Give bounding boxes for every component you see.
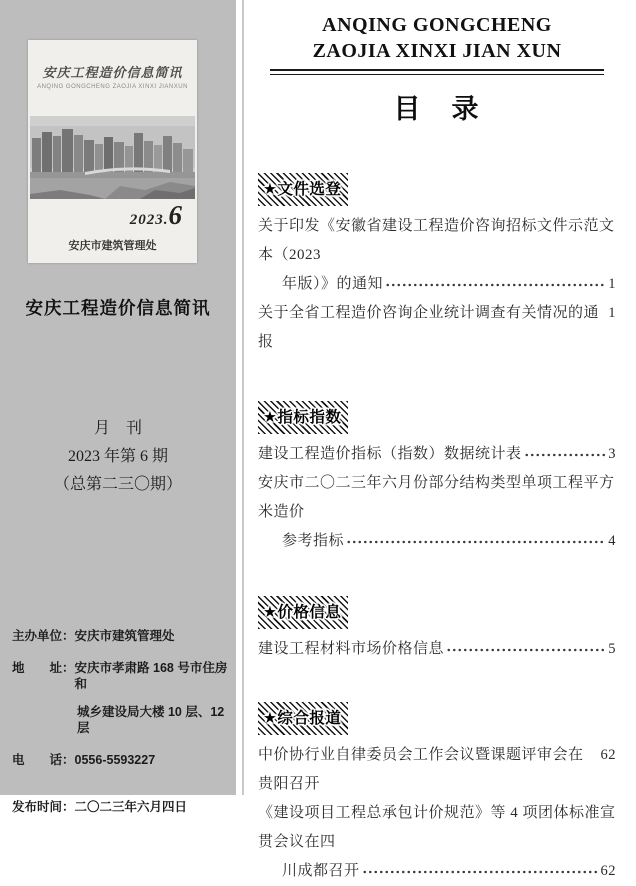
entry-text: 关于全省工程造价咨询企业统计调查有关情况的通报 <box>258 305 600 350</box>
section-header-prices: ★价格信息 <box>258 596 348 629</box>
address-label: 地 址： <box>12 661 75 675</box>
phone-row <box>12 752 230 768</box>
cover-issue-year: 2023. <box>129 212 169 228</box>
publish-date-row <box>12 799 230 815</box>
cover-publisher: 安庆市建筑管理处 <box>68 240 157 252</box>
page-number: 1 <box>608 305 616 321</box>
section-header-indices: ★指标指数 <box>258 401 348 434</box>
entry-text: 关于印发《安徽省建设工程造价咨询招标文件示范文本（2023 <box>258 218 615 263</box>
address-row-2 <box>12 704 230 736</box>
address-value-2: 城乡建设局大楼 10 层、12 层 <box>77 705 225 735</box>
publish-date-label: 发布时间： <box>12 800 75 814</box>
cover-title: 安庆工程造价信息简讯 <box>42 65 183 80</box>
publisher-info <box>12 628 230 831</box>
page-number: 62 <box>600 747 616 763</box>
cover-photo <box>30 116 195 199</box>
page-number: 1 <box>608 276 616 292</box>
toc-entry-line <box>258 212 616 270</box>
toc-entry-line <box>258 270 616 299</box>
toc-entry-line <box>258 440 616 469</box>
organizer-label: 主办单位： <box>12 629 75 643</box>
toc-entry-line <box>258 799 616 857</box>
toc-heading: 目 录 <box>393 94 481 124</box>
masthead-title-line2: ZAOJIA XINXI JIAN XUN <box>312 40 562 62</box>
entry-text: 建设工程造价指标（指数）数据统计表 <box>258 446 522 462</box>
issue-block <box>0 415 236 499</box>
bulletin-title: 安庆工程造价信息简讯 <box>25 298 211 318</box>
address-value: 安庆市孝肃路 168 号市住房和 <box>74 661 228 691</box>
page-number: 5 <box>608 641 616 657</box>
section-header-news: ★综合报道 <box>258 702 348 735</box>
toc-entry-line <box>258 635 616 664</box>
entry-text: 川成都召开 <box>282 863 360 879</box>
toc-entry-line <box>258 299 616 357</box>
page-number: 3 <box>608 446 616 462</box>
cover-issue-date <box>130 200 183 231</box>
dot-leader <box>346 537 606 547</box>
issue-total: （总第二三〇期） <box>53 476 182 493</box>
dot-leader <box>385 280 606 290</box>
cover-issue-month: 6 <box>168 200 183 230</box>
bulletin-cover <box>28 40 197 263</box>
entry-text: 中价协行业自律委员会工作会议暨课题评审会在贵阳召开 <box>258 747 584 792</box>
masthead-title-line1: ANQING GONGCHENG <box>322 14 552 36</box>
section-header-documents: ★文件选登 <box>258 173 348 206</box>
entry-text: 参考指标 <box>282 533 345 549</box>
sidebar <box>0 0 236 814</box>
issue-number: 2023 年第 6 期 <box>67 448 168 465</box>
masthead-rule <box>270 69 604 75</box>
entry-text: 年版）》的通知 <box>282 276 384 292</box>
organizer-row <box>12 628 230 644</box>
cover-pinyin: ANQING GONGCHENG ZAOJIA XINXI JIANXUN <box>37 84 188 90</box>
toc-entry-line <box>258 527 616 556</box>
phone-label: 电 话： <box>12 753 75 767</box>
toc-entry-line <box>258 741 616 799</box>
organizer-value: 安庆市建筑管理处 <box>74 629 175 643</box>
page-number: 4 <box>608 533 616 549</box>
toc-section-prices <box>258 596 616 664</box>
toc-page <box>244 0 636 879</box>
toc-entry-line <box>258 857 616 886</box>
page-number: 62 <box>600 863 616 879</box>
dot-leader <box>362 867 599 877</box>
toc-entry-line <box>258 469 616 527</box>
dot-leader <box>524 450 607 460</box>
toc-section-news <box>258 702 616 886</box>
entry-text: 安庆市二〇二三年六月份部分结构类型单项工程平方米造价 <box>258 475 615 520</box>
entry-text: 《建设项目工程总承包计价规范》等 4 项团体标准宣贯会议在四 <box>258 805 616 850</box>
dot-leader <box>446 645 606 655</box>
phone-value: 0556-5593227 <box>74 753 156 767</box>
entry-text: 建设工程材料市场价格信息 <box>258 641 445 657</box>
toc-section-indices <box>258 401 616 556</box>
publish-date-value: 二〇二三年六月四日 <box>74 800 188 814</box>
address-row <box>12 660 230 692</box>
frequency-label: 月 刊 <box>93 420 142 437</box>
toc-section-documents <box>258 173 616 357</box>
masthead-title <box>258 12 616 64</box>
